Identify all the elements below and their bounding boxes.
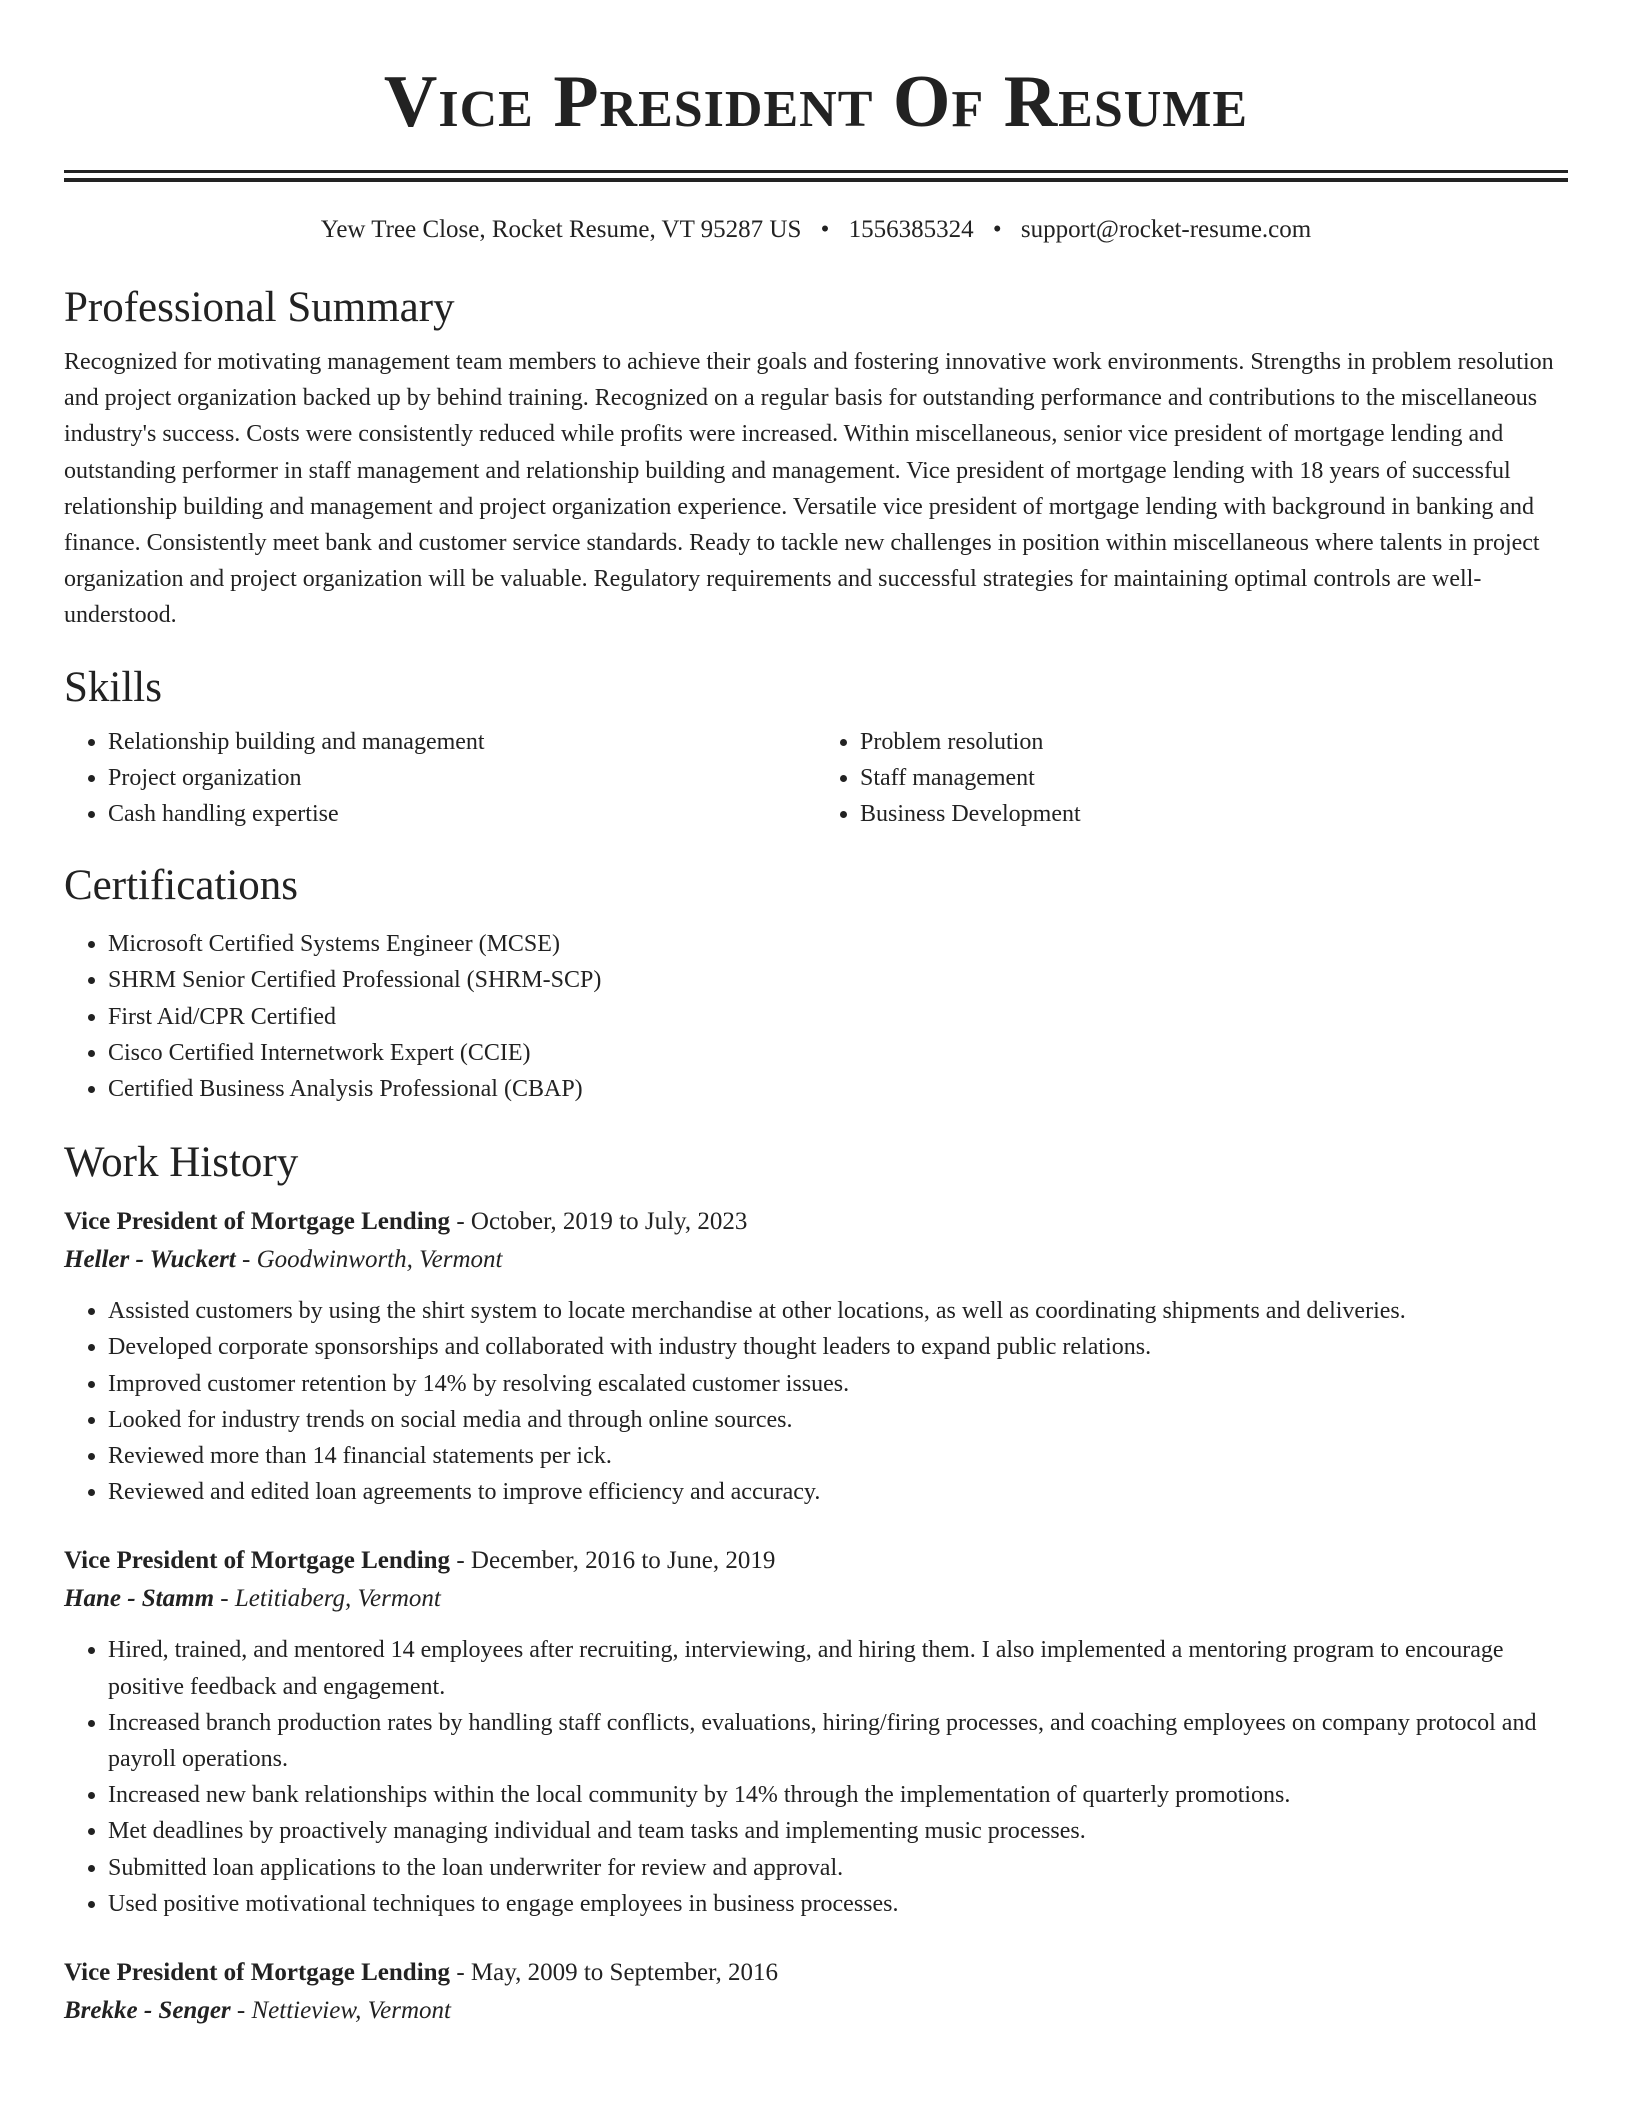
job-entry xyxy=(64,1203,1568,1510)
job-company-line xyxy=(64,1580,1568,1618)
work-history-section xyxy=(64,1137,1568,2030)
skills-list-right xyxy=(816,724,1568,833)
certification-item: • SHRM Senior Certified Professional (SHRM-SCP) xyxy=(108,962,1568,998)
dash: - xyxy=(230,1997,252,2025)
job-bullet: • Reviewed and edited loan agreements to improve efficiency and accuracy. xyxy=(108,1474,1568,1510)
certification-item: • Certified Business Analysis Professional (CBAP) xyxy=(108,1071,1568,1107)
job-bullet: • Increased branch production rates by handling staff conflicts, evaluations, hiring/firing processes, and coaching employees on company protocol and payroll operations. xyxy=(108,1705,1568,1777)
summary-section xyxy=(64,282,1568,634)
job-location: Letitiaberg, Vermont xyxy=(234,1585,441,1613)
dash: - xyxy=(450,1959,471,1987)
job-bullets xyxy=(64,1632,1568,1922)
job-bullet: • Looked for industry trends on social media and through online sources. xyxy=(108,1402,1568,1438)
skills-grid xyxy=(64,724,1568,833)
job-bullet: • Used positive motivational techniques to engage employees in business processes. xyxy=(108,1886,1568,1922)
job-entry xyxy=(64,1954,1568,2030)
job-company-line xyxy=(64,1992,1568,2030)
job-bullet: • Developed corporate sponsorships and collaborated with industry thought leaders to expand public relations. xyxy=(108,1329,1568,1365)
job-title-line xyxy=(64,1203,1568,1241)
certification-item: • Microsoft Certified Systems Engineer (MCSE) xyxy=(108,926,1568,962)
skills-section xyxy=(64,662,1568,833)
job-company: Brekke - Senger xyxy=(64,1997,231,2025)
job-title: Vice President of Mortgage Lending xyxy=(64,1547,451,1575)
skills-list-left xyxy=(64,724,816,833)
skill-item: • Staff management xyxy=(860,760,1568,796)
skills-heading: Skills xyxy=(64,663,162,711)
job-title-line xyxy=(64,1954,1568,1992)
work-history-heading: Work History xyxy=(64,1139,299,1187)
job-title: Vice President of Mortgage Lending xyxy=(64,1959,451,1987)
summary-heading: Professional Summary xyxy=(64,284,455,331)
certifications-list xyxy=(64,926,1568,1107)
job-bullet: • Submitted loan applications to the loan underwriter for review and approval. xyxy=(108,1850,1568,1886)
certification-item: • First Aid/CPR Certified xyxy=(108,999,1568,1035)
certifications-section xyxy=(64,860,1568,1107)
dash: - xyxy=(450,1547,471,1575)
job-title-line xyxy=(64,1542,1568,1580)
dash: - xyxy=(214,1585,235,1613)
job-company: Heller - Wuckert xyxy=(64,1246,236,1274)
dash: - xyxy=(235,1246,257,1274)
certification-item: • Cisco Certified Internetwork Expert (CCIE) xyxy=(108,1035,1568,1071)
job-dates: May, 2009 to September, 2016 xyxy=(470,1959,778,1987)
job-bullet: • Improved customer retention by 14% by resolving escalated customer issues. xyxy=(108,1366,1568,1402)
job-title: Vice President of Mortgage Lending xyxy=(64,1208,451,1236)
job-company-line xyxy=(64,1241,1568,1279)
skill-item: • Business Development xyxy=(860,796,1568,832)
job-location: Nettieview, Vermont xyxy=(251,1997,451,2025)
job-bullets xyxy=(64,1293,1568,1510)
contact-line xyxy=(64,214,1568,246)
summary-text: Recognized for motivating management team members to achieve their goals and fostering innovative work environments. Strengths in problem resolution and project organization backed up by behind training. Recognized on a regular basis for outstanding performance and contributions to the miscellaneous industry's success. Costs were consistently reduced while profits were increased. Within miscellaneous, senior vice president of mortgage lending and outstanding performer in staff management and relationship building and management. Vice president of mortgage lending with 18 years of successful relationship building and management and project organization experience. Versatile vice president of mortgage lending with background in banking and finance. Consistently meet bank and customer service standards. Ready to tackle new challenges in position within miscellaneous where talents in project organization and project organization will be valuable. Regulatory requirements and successful strategies for maintaining optimal controls are well-understood. xyxy=(64,349,1554,629)
contact-separator: • xyxy=(992,216,1002,243)
job-bullet: • Met deadlines by proactively managing individual and team tasks and implementing music processes. xyxy=(108,1813,1568,1849)
job-location: Goodwinworth, Vermont xyxy=(256,1246,503,1274)
header-divider xyxy=(64,170,1568,182)
contact-email: support@rocket-resume.com xyxy=(1020,216,1312,243)
resume-title: Vice President Of Resume xyxy=(383,61,1249,143)
skill-item: • Project organization xyxy=(108,760,816,796)
job-company: Hane - Stamm xyxy=(64,1585,215,1613)
skill-item: • Problem resolution xyxy=(860,724,1568,760)
job-entry xyxy=(64,1542,1568,1922)
dash: - xyxy=(450,1208,471,1236)
contact-address: Yew Tree Close, Rocket Resume, VT 95287 US xyxy=(320,216,802,243)
job-dates: October, 2019 to July, 2023 xyxy=(470,1208,748,1236)
skill-item: • Cash handling expertise xyxy=(108,796,816,832)
skill-item: • Relationship building and management xyxy=(108,724,816,760)
job-bullet: • Increased new bank relationships within the local community by 14% through the implementation of quarterly promotions. xyxy=(108,1777,1568,1813)
contact-separator: • xyxy=(820,216,830,243)
job-bullet: • Reviewed more than 14 financial statements per ick. xyxy=(108,1438,1568,1474)
job-bullet: • Assisted customers by using the shirt system to locate merchandise at other locations, as well as coordinating shipments and deliveries. xyxy=(108,1293,1568,1329)
job-bullet: • Hired, trained, and mentored 14 employees after recruiting, interviewing, and hiring them. I also implemented a mentoring program to encourage positive feedback and engagement. xyxy=(108,1632,1568,1704)
contact-phone: 1556385324 xyxy=(848,216,974,243)
job-dates: December, 2016 to June, 2019 xyxy=(470,1547,776,1575)
certifications-heading: Certifications xyxy=(64,862,299,910)
